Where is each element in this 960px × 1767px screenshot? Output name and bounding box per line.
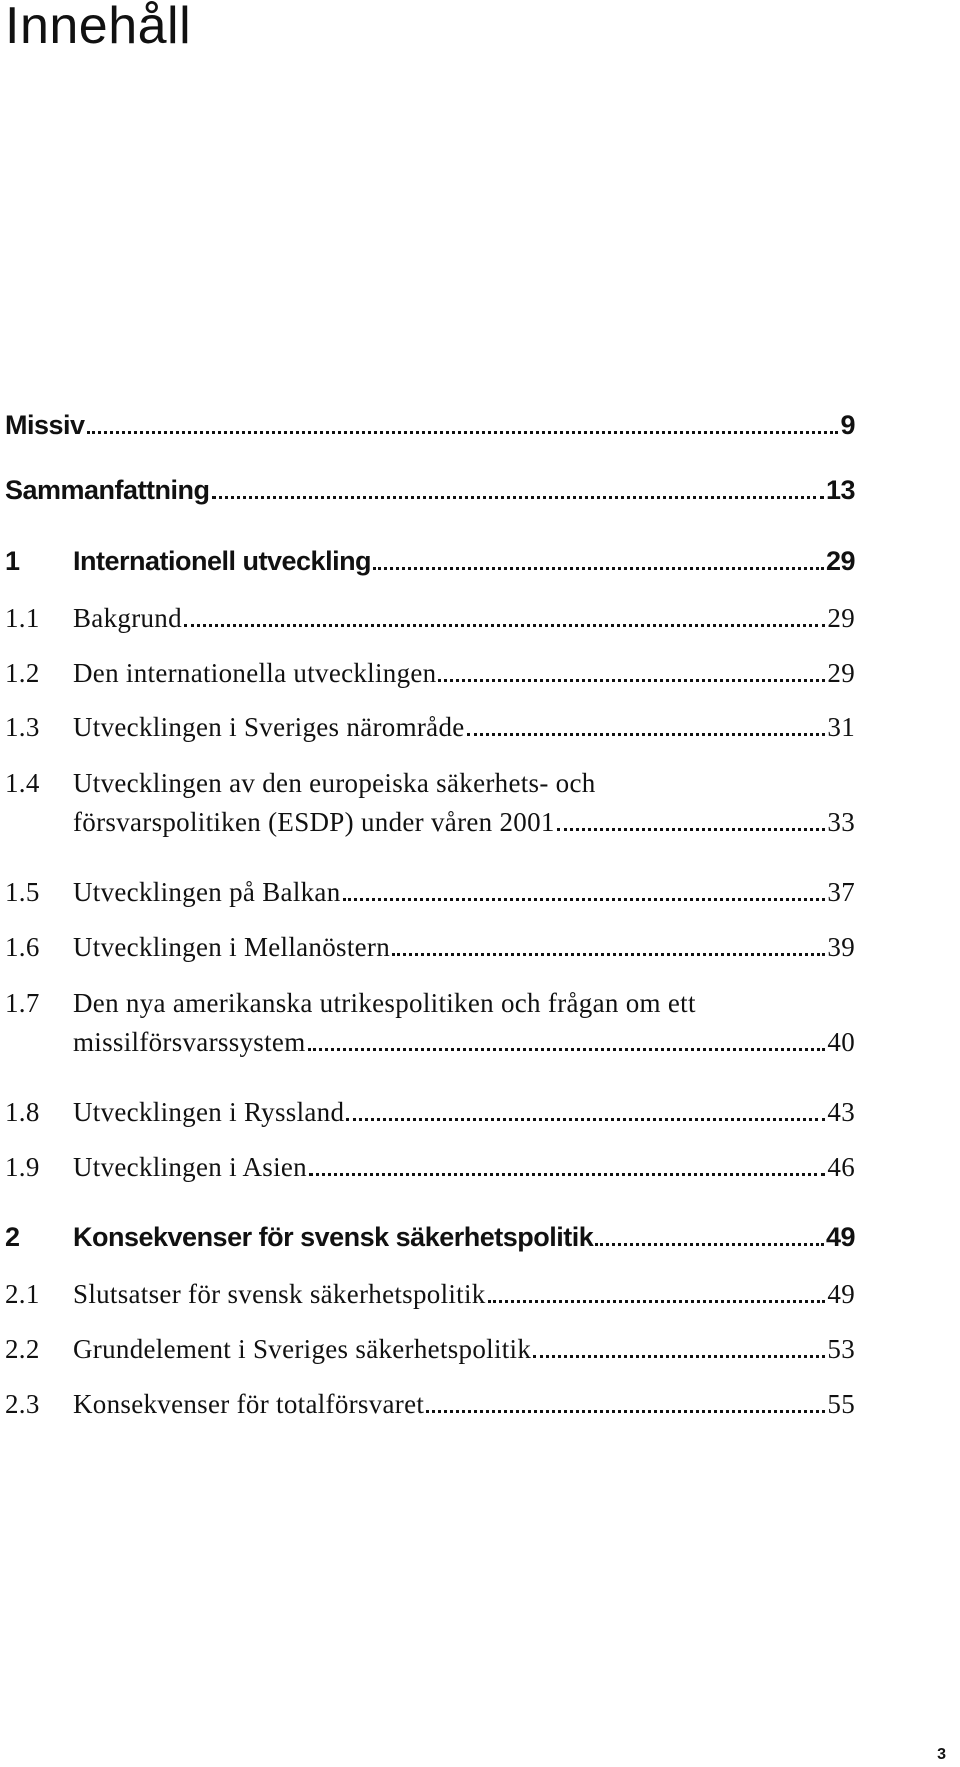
toc-entry-title: Bakgrund — [73, 603, 182, 633]
toc-entry-title: Konsekvenser för svensk säkerhetspolitik — [73, 1222, 594, 1252]
toc-entry-title: Internationell utveckling — [73, 546, 372, 576]
dot-leader — [426, 1410, 825, 1413]
toc-page-number: 40 — [827, 1027, 855, 1057]
toc-entry-2-2[interactable] — [5, 1334, 855, 1365]
toc-entry-title-line-2: missilförsvarssystem — [73, 1027, 306, 1057]
toc-entry-title: Utvecklingen i Mellanöstern — [73, 932, 391, 962]
toc-entry-number: 1.9 — [5, 1152, 40, 1182]
toc-entry-1-5[interactable] — [5, 877, 855, 908]
toc-entry-number: 1.1 — [5, 603, 40, 633]
toc-entry-number: 2 — [5, 1222, 20, 1252]
dot-leader — [184, 624, 826, 627]
toc-page-number: 53 — [827, 1334, 855, 1364]
toc-entry-1-1[interactable] — [5, 603, 855, 634]
toc-entry-1-6[interactable] — [5, 932, 855, 963]
toc-entry-body — [73, 988, 855, 1058]
toc-entry-1-4[interactable] — [5, 768, 855, 838]
dot-leader — [595, 1243, 824, 1246]
toc-page-number: 46 — [827, 1152, 855, 1182]
dot-leader — [533, 1355, 825, 1358]
toc-page-number: 39 — [827, 932, 855, 962]
toc-page-number: 49 — [827, 1279, 855, 1309]
toc-entry-1-2[interactable] — [5, 658, 855, 689]
toc-entry-1-9[interactable] — [5, 1152, 855, 1183]
toc-entry-title: Utvecklingen i Sveriges närområde — [73, 712, 465, 742]
toc-entry-number: 2.3 — [5, 1389, 40, 1419]
toc-page-number: 55 — [827, 1389, 855, 1419]
toc-entry-title: Den internationella utvecklingen — [73, 658, 437, 688]
dot-leader — [309, 1173, 825, 1176]
toc-entry-title: Utvecklingen i Asien — [73, 1152, 307, 1182]
toc-entry-number: 2.1 — [5, 1279, 40, 1309]
dot-leader — [87, 431, 839, 434]
toc-page-number: 9 — [840, 410, 855, 440]
toc-entry-number: 1.3 — [5, 712, 40, 742]
toc-page-number: 31 — [827, 712, 855, 742]
toc-entry-chapter-1[interactable] — [5, 546, 855, 577]
toc-page-number: 43 — [827, 1097, 855, 1127]
dot-leader — [308, 1048, 826, 1051]
toc-entry-number: 1.8 — [5, 1097, 40, 1127]
toc-entry-chapter-2[interactable] — [5, 1222, 855, 1253]
dot-leader — [343, 898, 826, 901]
toc-entry-title: Utvecklingen i Ryssland — [73, 1097, 345, 1127]
toc-entry-1-8[interactable] — [5, 1097, 855, 1128]
toc-page-number: 13 — [825, 475, 855, 505]
dot-leader — [438, 679, 825, 682]
toc-page-number: 29 — [825, 546, 855, 576]
toc-entry-title: Sammanfattning — [5, 475, 210, 505]
dot-leader — [373, 567, 824, 570]
toc-entry-sammanfattning[interactable] — [5, 475, 855, 506]
toc-entry-title: Konsekvenser för totalförsvaret — [73, 1389, 425, 1419]
toc-entry-title-line-1: Utvecklingen av den europeiska säkerhets- och — [73, 768, 596, 798]
toc-page-number: 33 — [827, 807, 855, 837]
dot-leader — [467, 733, 826, 736]
dot-leader — [488, 1300, 826, 1303]
toc-entry-number: 1.7 — [5, 988, 40, 1018]
dot-leader — [212, 496, 824, 499]
toc-entry-line-2 — [73, 1027, 855, 1058]
toc-entry-title-line-2: försvarspolitiken (ESDP) under våren 2001 — [73, 807, 555, 837]
toc-entry-title: Utvecklingen på Balkan — [73, 877, 341, 907]
toc-entry-1-3[interactable] — [5, 712, 855, 743]
toc-entry-number: 1.4 — [5, 768, 40, 798]
dot-leader — [346, 1118, 825, 1121]
toc-entry-number: 1.2 — [5, 658, 40, 688]
toc-entry-2-3[interactable] — [5, 1389, 855, 1420]
toc-page-number: 49 — [825, 1222, 855, 1252]
dot-leader — [557, 828, 826, 831]
toc-entry-title: Slutsatser för svensk säkerhetspolitik — [73, 1279, 486, 1309]
dot-leader — [392, 953, 825, 956]
toc-entry-number: 1 — [5, 546, 20, 576]
page-number: 3 — [937, 1746, 946, 1763]
toc-entry-line-2 — [73, 807, 855, 838]
toc-entry-number: 1.6 — [5, 932, 40, 962]
toc-entry-missiv[interactable] — [5, 410, 855, 441]
toc-entry-number: 1.5 — [5, 877, 40, 907]
toc-page-number: 29 — [827, 658, 855, 688]
toc-entry-number: 2.2 — [5, 1334, 40, 1364]
toc-page-number: 37 — [827, 877, 855, 907]
toc-page-number: 29 — [827, 603, 855, 633]
toc-entry-body — [73, 768, 855, 838]
page-title: Innehåll — [5, 0, 192, 55]
toc-entry-1-7[interactable] — [5, 988, 855, 1058]
toc-entry-2-1[interactable] — [5, 1279, 855, 1310]
toc-entry-title-line-1: Den nya amerikanska utrikespolitiken och frågan om ett — [73, 988, 696, 1018]
toc-entry-title: Grundelement i Sveriges säkerhetspolitik — [73, 1334, 532, 1364]
toc-entry-title: Missiv — [5, 410, 85, 440]
